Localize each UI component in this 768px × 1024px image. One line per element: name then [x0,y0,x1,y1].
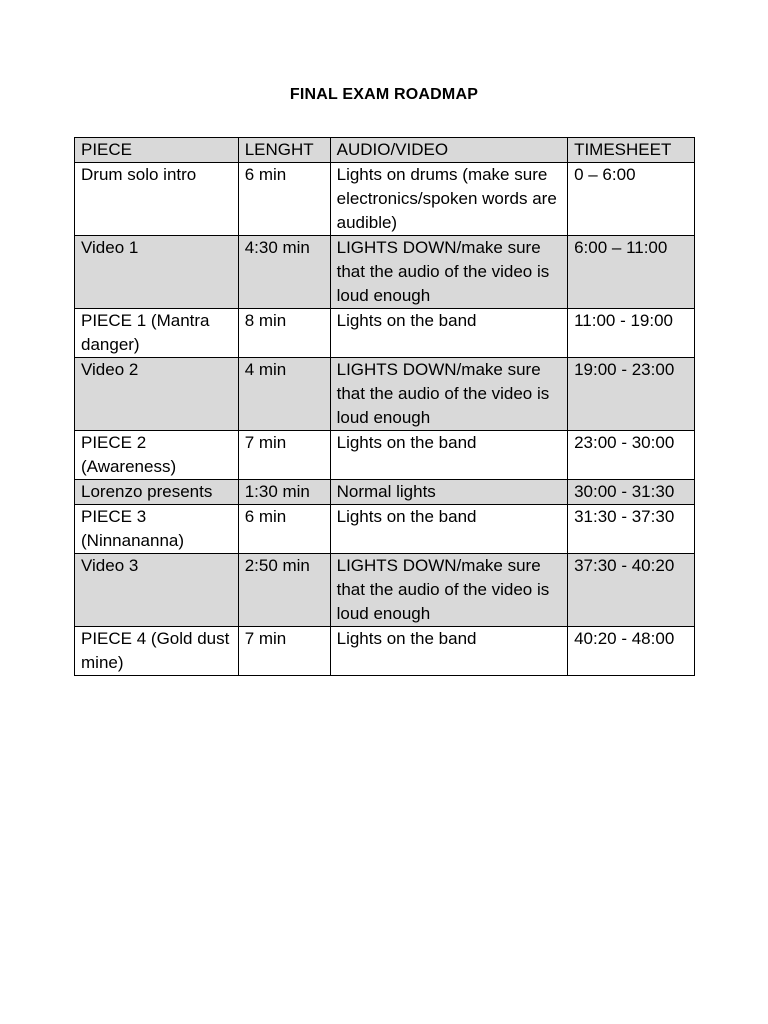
cell-length: 6 min [238,505,330,554]
cell-length: 7 min [238,431,330,480]
cell-audio-video: Lights on the band [330,309,567,358]
cell-piece: Lorenzo presents [75,480,239,505]
table-row [75,309,695,358]
cell-length: 8 min [238,309,330,358]
table-row [75,236,695,309]
table-row [75,163,695,236]
cell-timesheet: 0 – 6:00 [568,163,695,236]
cell-audio-video: LIGHTS DOWN/make sure that the audio of the video is loud enough [330,358,567,431]
cell-length: 4:30 min [238,236,330,309]
cell-audio-video: LIGHTS DOWN/make sure that the audio of the video is loud enough [330,554,567,627]
cell-length: 7 min [238,627,330,676]
cell-audio-video: Lights on the band [330,627,567,676]
cell-timesheet: 40:20 - 48:00 [568,627,695,676]
cell-audio-video: Lights on the band [330,431,567,480]
cell-length: 6 min [238,163,330,236]
table-row [75,627,695,676]
cell-piece: Video 3 [75,554,239,627]
table-row [75,505,695,554]
cell-timesheet: 6:00 – 11:00 [568,236,695,309]
cell-audio-video: LIGHTS DOWN/make sure that the audio of the video is loud enough [330,236,567,309]
cell-audio-video: Lights on the band [330,505,567,554]
roadmap-table [74,137,695,676]
cell-piece: Drum solo intro [75,163,239,236]
header-piece: PIECE [75,138,239,163]
cell-length: 4 min [238,358,330,431]
cell-timesheet: 19:00 - 23:00 [568,358,695,431]
cell-timesheet: 37:30 - 40:20 [568,554,695,627]
cell-piece: PIECE 1 (Mantra danger) [75,309,239,358]
table-row [75,480,695,505]
header-length: LENGHT [238,138,330,163]
table-row [75,554,695,627]
header-timesheet: TIMESHEET [568,138,695,163]
cell-piece: Video 2 [75,358,239,431]
table-header-row [75,138,695,163]
table-row [75,358,695,431]
cell-piece: PIECE 4 (Gold dust mine) [75,627,239,676]
cell-timesheet: 30:00 - 31:30 [568,480,695,505]
cell-timesheet: 31:30 - 37:30 [568,505,695,554]
cell-piece: PIECE 3 (Ninnananna) [75,505,239,554]
cell-audio-video: Normal lights [330,480,567,505]
cell-timesheet: 11:00 - 19:00 [568,309,695,358]
cell-length: 2:50 min [238,554,330,627]
cell-audio-video: Lights on drums (make sure electronics/spoken words are audible) [330,163,567,236]
cell-piece: PIECE 2 (Awareness) [75,431,239,480]
cell-length: 1:30 min [238,480,330,505]
document-title: FINAL EXAM ROADMAP [289,86,479,103]
table-row [75,431,695,480]
cell-piece: Video 1 [75,236,239,309]
cell-timesheet: 23:00 - 30:00 [568,431,695,480]
header-audio-video: AUDIO/VIDEO [330,138,567,163]
